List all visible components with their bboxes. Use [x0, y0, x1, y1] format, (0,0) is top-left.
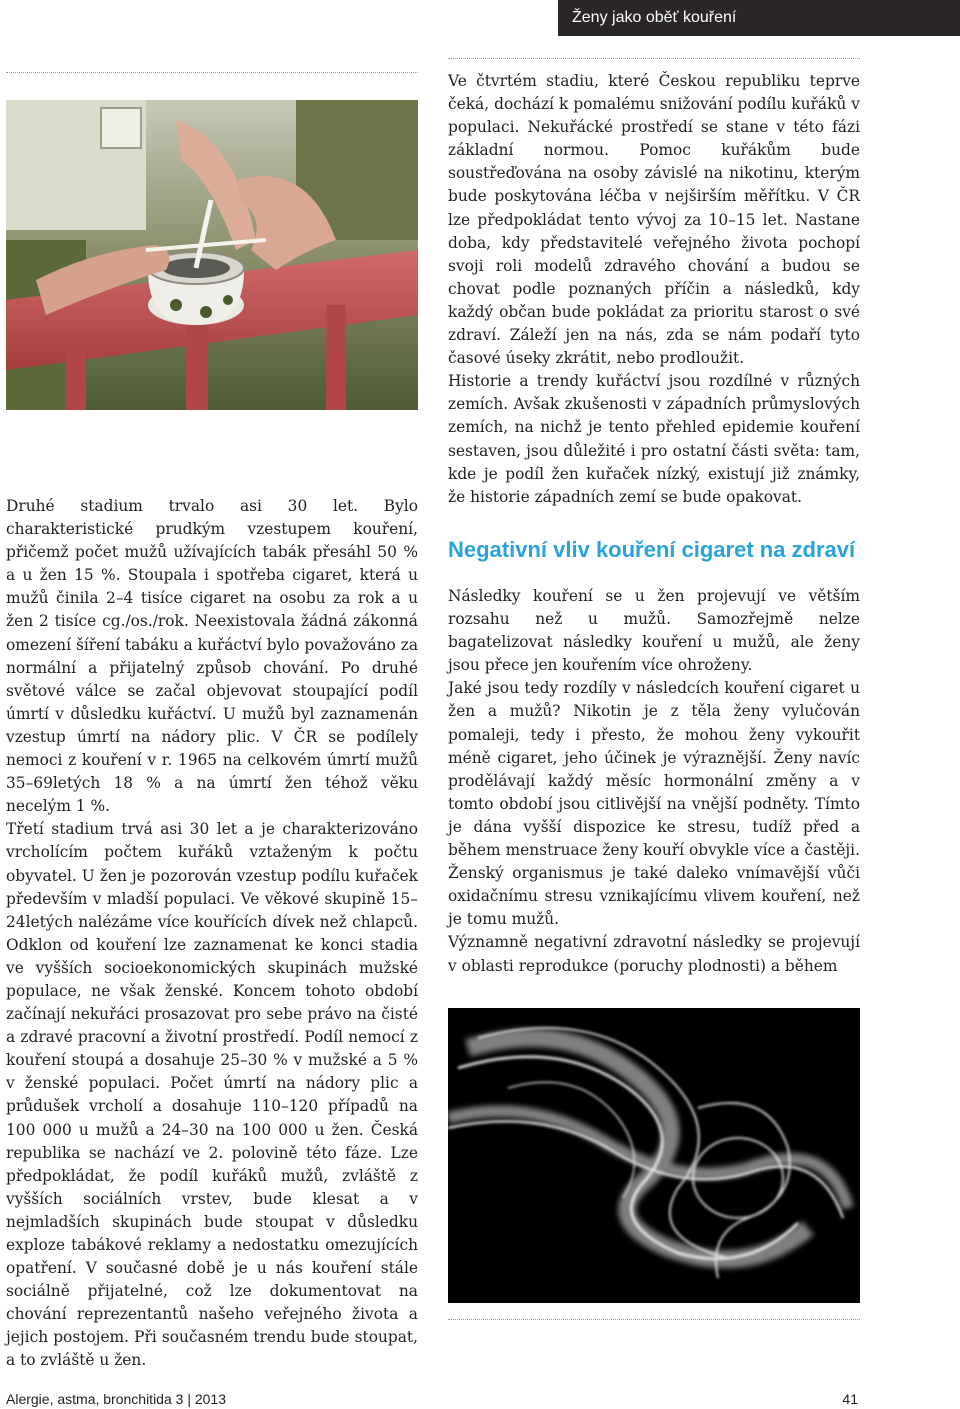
- right-text-column-bottom: [448, 585, 860, 978]
- page-number: 41: [842, 1391, 858, 1407]
- paragraph: Následky kouření se u žen projevují ve větším rozsahu než u mužů. Samozřejmě nelze bagatelizovat následky kouření u mužů, ale ženy jsou přece jen kouřením více ohroženy.: [448, 587, 860, 675]
- right-text-column-top: [448, 70, 860, 509]
- paragraph: Třetí stadium trvá asi 30 let a je charakterizováno vrcholícím počtem kuřáků vztaženým k počtu obyvatel. U žen je pozorován vzestup podílu kuřaček především v mladší populaci. Ve věkové skupině 15–24letých nalézáme více kouřících dívek než chlapců. Odklon od kouření lze zaznamenat ke konci stadia ve vyšších socioekonomických skupinách mužské populace, ne však ženské. Koncem tohoto období začínají nekuřáci prosazovat pro sebe právo na čisté a zdravé pracovní a životní prostředí. Podíl nemocí z kouření stoupá a dosahuje 25–30 % v mužské a 5 % v ženské populaci. Počet úmrtí na nádory plic a průdušek vrcholí a dosahuje 110–120 případů na 100 000 u mužů a 24–30 na 100 000 u žen. Česká republika se nachází ve 2. polovině této fáze. Lze předpokládat, že podíl kuřáků mužů, zvláště z vyšších sociálních vrstev, bude klesat a v nejmladších skupinách bude stoupat v důsledku exploze tabákové reklamy a nedostatku omezujících opatření. V současné době je u nás kouření stále sociálně přijatelné, což lze dokumentovat na chování reprezentantů našeho veřejného života a jejich postojem. Při současném trendu bude stoupat, a to zvláště u žen.: [6, 820, 418, 1370]
- ashtray-photo: [6, 100, 418, 410]
- section-heading: Negativní vliv kouření cigaret na zdraví: [448, 537, 856, 562]
- section-header-tab: Ženy jako oběť kouření: [558, 0, 960, 36]
- paragraph: Ve čtvrtém stadiu, které Českou republiku teprve čeká, dochází k pomalému snižování podílu kuřáků v populaci. Nekuřácké prostředí se stane v této fázi základní normou. Pomoc kuřákům bude soustřeďována na osoby závislé na nikotinu, kterým bude poskytována léčba v nejširším měřítku. V ČR lze předpokládat tento vývoj za 10–15 let. Nastane doba, kdy představitelé veřejného života pochopí svoji roli modelů zdravého chování a budou se chovat podle poznaných příčin a následků, kdy každý občan bude pokládat za prioritu starost o své zdraví. Záleží jen na nás, zda se nám podaří tyto časové úseky zkrátit, nebo prodloužit.: [448, 72, 860, 368]
- paragraph: Jaké jsou tedy rozdíly v následcích kouření cigaret u žen a mužů? Nikotin je z těla ženy vylučován pomaleji, tedy i přesto, že mohou ženy vykouřit méně cigaret, jeho účinek je výraznější. Ženy navíc prodělávají každý měsíc hormonální změny a v tomto období jsou citlivější na vnější podněty. Tímto je dána vyšší dispozice ke stresu, tudíž před a během menstruace ženy kouří obvykle více a častěji. Ženský organismus je také daleko vnímavější vůči oxidačnímu stresu vznikajícímu vlivem kouření, než je tomu mužů.: [448, 679, 860, 929]
- dotted-divider: [448, 1319, 860, 1320]
- paragraph: Historie a trendy kuřáctví jsou rozdílné v různých zemích. Avšak zkušenosti v západních průmyslových zemích, na nichž je tento přehled epidemie kouření sestaven, jsou důležité i pro ostatní části světa: tam, kde je podíl žen kuřaček nízký, existují již známky, že historie západních zemí se bude opakovat.: [448, 372, 860, 506]
- dotted-divider: [448, 58, 860, 59]
- paragraph: Druhé stadium trvalo asi 30 let. Bylo charakteristické prudkým vzestupem kouření, přičemž počet mužů užívajících tabák přesáhl 50 % a u žen 15 %. Stoupala i spotřeba cigaret, která u mužů činila 2–4 tisíce cigaret na osobu za rok a u žen 2 tisíce cg./os./rok. Neexistovala žádná zákonná omezení šíření tabáku a kuřáctví bylo považováno za normální a přijatelný způsob chování. Po druhé světové válce se začal objevovat stoupající podíl úmrtí v důsledku kuřáctví. U mužů byl zaznamenán vzestup úmrtí na nádory plic. V ČR se podílely nemoci z kouření v r. 1965 na celkovém úmrtí mužů 35–69letých 18 % a na úmrtí žen téhož věku necelým 1 %.: [6, 497, 418, 816]
- smoke-photo: [448, 1008, 860, 1303]
- journal-footer: Alergie, astma, bronchitida 3 | 2013: [6, 1391, 226, 1407]
- left-text-column: [6, 495, 418, 1373]
- dotted-divider: [6, 72, 418, 73]
- paragraph: Významně negativní zdravotní následky se projevují v oblasti reprodukce (poruchy plodnosti) a během: [448, 933, 860, 975]
